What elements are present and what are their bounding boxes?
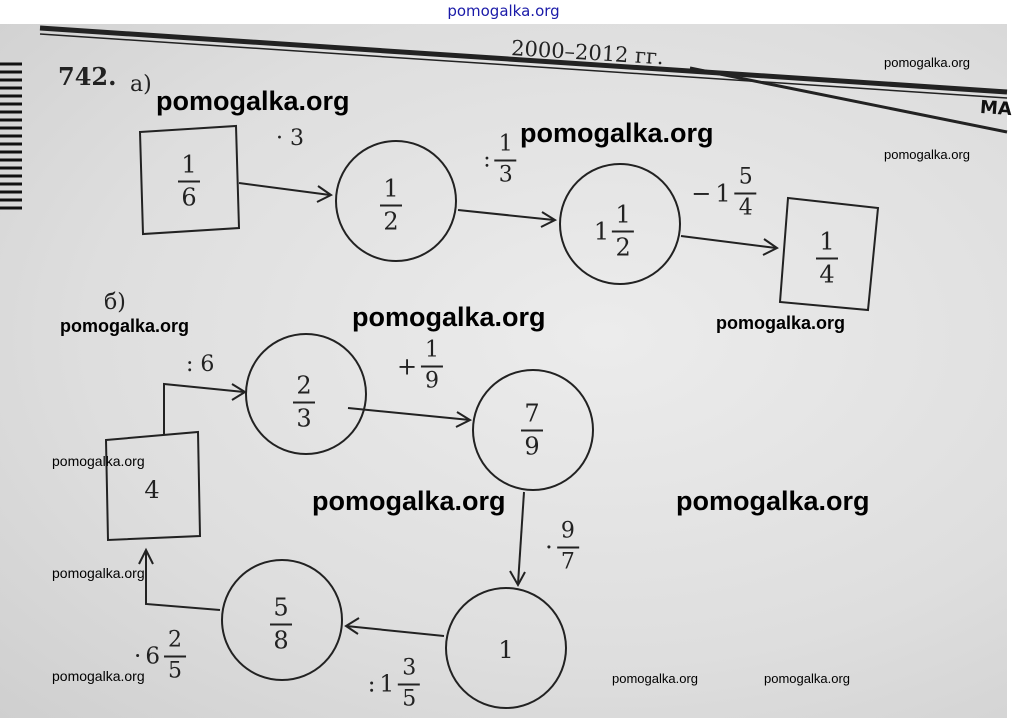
a-start-value: 1 6 <box>178 153 200 210</box>
a-arrow-2 <box>458 210 554 220</box>
b-op2: + $\frac{1}{9}$ <box>397 340 443 393</box>
b-op1: : 6 <box>186 352 215 377</box>
a-op2: : $\frac{1}{3}$ <box>483 134 516 187</box>
b-op3: · $\frac{9}{7}$ <box>545 521 579 574</box>
b-node1-value: 2 3 <box>293 374 315 431</box>
a-end-value: 1 4 <box>816 230 838 287</box>
watermark: pomogalka.org <box>676 486 870 516</box>
b-arrow-3 <box>518 492 524 584</box>
watermark: pomogalka.org <box>884 55 970 70</box>
b-op4: : 1 $\frac{3}{5}$ <box>368 658 420 711</box>
problem-number: 742. <box>58 62 117 91</box>
watermark: pomogalka.org <box>884 147 970 162</box>
part-b-label: б) <box>104 290 126 315</box>
watermark: pomogalka.org <box>520 118 714 148</box>
watermark: pomogalka.org <box>612 671 698 686</box>
b-arrow-2 <box>348 408 470 420</box>
b-node2-value: 7 9 <box>521 402 543 459</box>
part-a-label: а) <box>130 72 152 97</box>
b-arrow-1 <box>164 384 244 434</box>
watermark: pomogalka.org <box>352 302 546 332</box>
b-node3-value: 1 <box>498 636 514 664</box>
a-arrow-1 <box>239 183 330 195</box>
b-arrow-5 <box>146 552 220 610</box>
a-op1: · 3 <box>276 126 304 151</box>
watermark: pomogalka.org <box>312 486 506 516</box>
header-corner-text: МА <box>979 96 1013 121</box>
a-op3: − 1 $\frac{5}{4}$ <box>691 167 756 220</box>
watermark: pomogalka.org <box>52 453 145 469</box>
watermark: pomogalka.org <box>52 565 145 581</box>
margin-marker-icon <box>0 64 22 208</box>
b-arrow-4 <box>346 626 444 636</box>
watermark-top[interactable]: pomogalka.org <box>447 2 560 20</box>
a-arrow-3 <box>681 236 776 248</box>
a-node2-value: 1 $\frac{1}{2}$ <box>594 203 634 260</box>
b-node4-value: 5 8 <box>270 596 292 653</box>
watermark: pomogalka.org <box>60 316 190 336</box>
b-start-value: 4 <box>144 476 160 504</box>
watermark: pomogalka.org <box>764 671 850 686</box>
watermark: pomogalka.org <box>52 668 145 684</box>
a-node1-value: 1 2 <box>380 177 402 234</box>
b-op5: · 6 $\frac{2}{5}$ <box>134 630 186 683</box>
watermark: pomogalka.org <box>716 313 846 333</box>
watermark: pomogalka.org <box>156 86 350 116</box>
header-years: 2000–2012 гг. <box>510 36 665 70</box>
